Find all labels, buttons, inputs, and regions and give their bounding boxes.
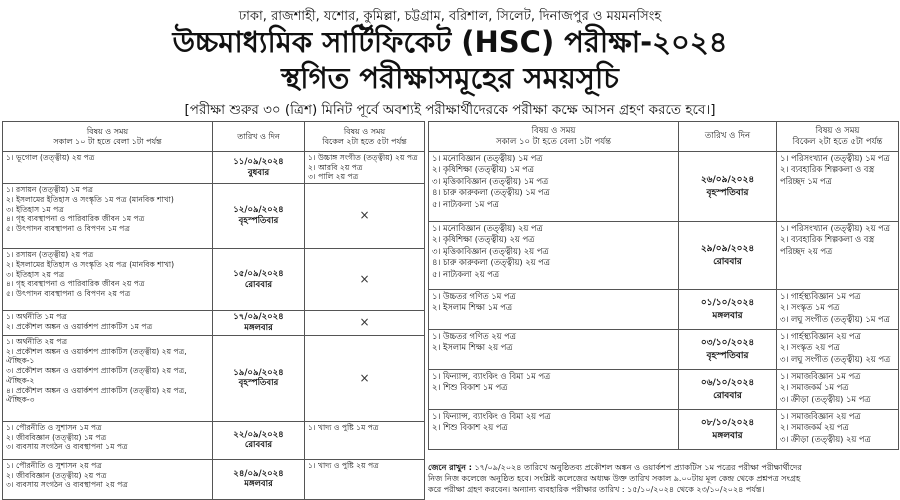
exam-date: ০৬/১০/২০২৪	[700, 378, 755, 389]
exam-date: ২৬/০৯/২০২৪	[700, 175, 755, 186]
date-cell	[679, 410, 777, 450]
date-cell	[679, 152, 777, 222]
subject-item: ১। মনোবিজ্ঞান (তত্ত্বীয়) ২য় পত্র	[432, 223, 543, 233]
morning-subjects-cell	[3, 459, 213, 499]
exam-day: মঙ্গলবার	[712, 310, 743, 321]
morning-subjects-cell	[429, 370, 679, 410]
subject-item: ২। সমাজকর্ম ১ম পত্র	[780, 382, 849, 393]
subject-item: ১। পরিসংখ্যান (তত্ত্বীয়) ২য় পত্র	[780, 223, 890, 233]
subject-item: ২। ব্যবহারিক শিল্পকলা ও বস্ত্র	[780, 234, 875, 245]
subject-item: ১। গার্হস্থ্যবিজ্ঞান ১ম পত্র	[780, 291, 861, 301]
morning-column-header	[429, 122, 679, 152]
schedule-row	[3, 335, 425, 421]
subject-item: ৩। প্রকৌশল অঙ্কন ও ওয়ার্কশপ প্র্যাকটিস (তত্ত্বীয়) ২য় পত্র,	[6, 366, 187, 376]
subject-item: ১। পৌরনীতি ও সুশাসন ১ম পত্র	[6, 422, 102, 432]
date-cell	[213, 152, 305, 184]
subject-item: ৫। উৎপাদন ব্যবস্থাপনা ও বিপণন ২য় পত্র	[6, 289, 131, 299]
subject-item: ১। ফিন্যান্স, ব্যাংকিং ও বিমা ২য় পত্র	[432, 411, 551, 421]
subject-item: ৪। প্রকৌশল অঙ্কন ও ওয়ার্কশপ প্র্যাকটিস (তত্ত্বীয়) ২য় পত্র,	[6, 385, 187, 395]
morning-header-time: সকাল ১০ টা হতে বেলা ১টা পর্যন্ত	[495, 136, 612, 147]
subject-item: ৫। উৎপাদন ব্যবস্থাপনা ও বিপণন ১ম পত্র	[6, 224, 130, 234]
exam-date: ২৪/০৯/২০২৪	[233, 468, 284, 479]
subject-item: ৩। মৃত্তিকাবিজ্ঞান (তত্ত্বীয়) ২য় পত্র	[432, 245, 549, 256]
subject-item: ১। রসায়ন (তত্ত্বীয়) ২য় পত্র	[6, 250, 94, 260]
afternoon-header-time: বিকেল ২টা হতে ৫টা পর্যন্ত	[322, 136, 407, 146]
date-cell	[679, 330, 777, 370]
schedule-row	[3, 152, 425, 184]
date-cell	[213, 311, 305, 336]
date-cell	[679, 370, 777, 410]
boards-line: ঢাকা, রাজশাহী, যশোর, কুমিল্লা, চট্টগ্রাম, বরিশাল, সিলেট, দিনাজপুর ও ময়মনসিংহ	[238, 9, 662, 24]
date-column-header: তারিখ ও দিন	[213, 122, 305, 152]
exam-day: বুধবার	[247, 167, 270, 178]
morning-subjects-cell	[3, 249, 213, 311]
subject-item: ২। কৃষিশিক্ষা (তত্ত্বীয়) ১ম পত্র	[432, 164, 534, 175]
afternoon-subjects-cell	[777, 410, 899, 450]
exam-date: ১৯/০৯/২০২৪	[233, 367, 284, 378]
subject-item: ২। জীববিজ্ঞান (তত্ত্বীয়) ২য় পত্র	[6, 470, 107, 480]
schedule-row	[429, 290, 899, 330]
footnote-line: নিজ নিজ কলেজে অনুষ্ঠিত হবে। সংশ্লিষ্ট কলেজের অধ্যক্ষ উক্ত তারিখ সকাল ৯.০০টায় মূল কেন্দ্র থেকে প্রশ্নপত্র সংগ্রহ	[428, 473, 801, 483]
schedule-row	[429, 222, 899, 290]
no-exam-mark: ×	[359, 208, 370, 223]
morning-subjects-cell	[3, 311, 213, 336]
morning-subjects-cell	[429, 410, 679, 450]
schedule-row	[3, 249, 425, 311]
subject-item: ৩। লঘু সংগীত (তত্ত্বীয়) ২য় পত্র	[780, 353, 891, 364]
subject-item: ২। ইসলাম শিক্ষা ২য় পত্র	[432, 342, 513, 353]
subject-item: ৫। নাট্যকলা ১ম পত্র	[432, 198, 499, 209]
instruction-note: [পরীক্ষা শুরুর ৩০ (ত্রিশ) মিনিট পূর্বে অবশ্যই পরীক্ষার্থীদেরকে পরীক্ষা কক্ষে আসন গ্রহণ করতে হবে।]	[184, 102, 716, 118]
subject-item: ৪। চারু কারুকলা (তত্ত্বীয়) ২য় পত্র	[432, 257, 550, 268]
subject-item: ৩। ব্যবসায় সংগঠন ও ব্যবস্থাপনা ১ম পত্র	[6, 442, 128, 452]
subject-item: ২। সমাজকর্ম ২য় পত্র	[780, 422, 849, 433]
subject-item: ঐচ্ছিক-৩	[6, 395, 35, 405]
afternoon-subjects-cell	[305, 459, 425, 499]
no-exam-mark: ×	[359, 271, 370, 286]
date-cell	[679, 290, 777, 330]
page-subtitle: স্থগিত পরীক্ষাসমূহের সময়সূচি	[281, 61, 619, 95]
subject-item: ৩। লঘু সংগীত (তত্ত্বীয়) ১ম পত্র	[780, 313, 890, 324]
subject-item: ১। ফিন্যান্স, ব্যাংকিং ও বিমা ১ম পত্র	[432, 371, 551, 381]
schedule-row	[3, 421, 425, 459]
schedule-table-right	[428, 121, 899, 450]
morning-subjects-cell	[3, 421, 213, 459]
morning-subjects-cell	[3, 335, 213, 421]
subject-item: ২। ব্যবহারিক শিল্পকলা ও বস্ত্র	[780, 164, 875, 175]
exam-day: মঙ্গলবার	[244, 479, 273, 490]
afternoon-header-title: বিষয় ও সময়	[343, 126, 386, 136]
subject-item: ১। সমাজবিজ্ঞান ১ম পত্র	[780, 371, 861, 381]
schedule-row	[3, 184, 425, 249]
exam-day: মঙ্গলবার	[712, 430, 743, 441]
afternoon-column-header	[305, 122, 425, 152]
exam-day: বৃহস্পতিবার	[238, 378, 279, 389]
date-cell	[679, 222, 777, 290]
subject-item: ৩। ইতিহাস ২য় পত্র	[6, 269, 65, 279]
date-cell	[213, 335, 305, 421]
morning-subjects-cell	[429, 222, 679, 290]
afternoon-subjects-cell	[777, 222, 899, 290]
exam-day: মঙ্গলবার	[244, 323, 273, 334]
subject-item: পরিচ্ছদ ১ম পত্র	[780, 175, 832, 186]
afternoon-subjects-cell	[777, 152, 899, 222]
morning-header-title: বিষয় ও সময়	[86, 126, 129, 136]
subject-item: ঐচ্ছিক-২	[6, 375, 35, 385]
subject-item: ৫। নাট্যকলা ২য় পত্র	[432, 268, 499, 279]
subject-item: ৪। চারু কারুকলা (তত্ত্বীয়) ১ম পত্র	[432, 187, 550, 198]
schedule-row	[429, 370, 899, 410]
subject-item: ২। প্রকৌশল অঙ্কন ও ওয়ার্কশপ প্র্যাকটিস ১ম পত্র	[6, 321, 153, 331]
subject-item: ১। সমাজবিজ্ঞান ২য় পত্র	[780, 411, 861, 421]
exam-date: ০৮/১০/২০২৪	[700, 418, 755, 429]
subject-item: ১। উচ্চতর গণিত ২য় পত্র	[432, 331, 516, 341]
exam-day: বৃহস্পতিবার	[238, 216, 279, 227]
footnote	[428, 463, 898, 495]
subject-item: ১। খাদ্য ও পুষ্টি ২য় পত্র	[308, 460, 379, 470]
subject-item: ২। সংস্কৃত ২য় পত্র	[780, 342, 840, 353]
footnote-label: জেনে রাখুন :	[428, 463, 472, 472]
afternoon-column-header	[777, 122, 899, 152]
morning-subjects-cell	[3, 184, 213, 249]
no-exam-cell	[305, 311, 425, 336]
morning-header-time: সকাল ১০ টা হতে বেলা ১টা পর্যন্ত	[53, 136, 162, 146]
subject-item: ২। ইসলামের ইতিহাস ও সংস্কৃতি ১ম পত্র (মানবিক শাখা)	[6, 194, 174, 204]
morning-subjects-cell	[429, 152, 679, 222]
exam-date: ১৭/০৯/২০২৪	[233, 312, 284, 323]
exam-day: রোববার	[244, 279, 273, 290]
subject-item: ৪। গৃহ ব্যবস্থাপনা ও পারিবারিক জীবন ২য় পত্র	[6, 279, 145, 289]
subject-item: ৩। ব্যবসায় সংগঠন ও ব্যবস্থাপনা ২য় পত্র	[6, 480, 128, 490]
subject-item: ৩। মৃত্তিকাবিজ্ঞান (তত্ত্বীয়) ১ম পত্র	[432, 175, 549, 186]
date-cell	[213, 249, 305, 311]
exam-day: বৃহস্পতিবার	[706, 350, 749, 361]
subject-item: ২। কৃষিশিক্ষা (তত্ত্বীয়) ২য় পত্র	[432, 234, 535, 245]
subject-item: ১। অর্থনীতি ২য় পত্র	[6, 336, 68, 346]
subject-item: ২। ইসলাম শিক্ষা ১ম পত্র	[432, 302, 513, 313]
exam-date: ১১/০৯/২০২৪	[233, 156, 284, 167]
afternoon-subjects-cell	[777, 330, 899, 370]
morning-header-title: বিষয় ও সময়	[531, 125, 576, 136]
subject-item: ১। ভূগোল (তত্ত্বীয়) ২য় পত্র	[6, 153, 95, 162]
schedule-row	[429, 410, 899, 450]
exam-date: ২৯/০৯/২০২৪	[700, 244, 755, 255]
afternoon-subjects-cell	[777, 290, 899, 330]
subject-item: ১। রসায়ন (তত্ত্বীয়) ১ম পত্র	[6, 185, 93, 195]
schedule-table-left	[2, 121, 425, 500]
exam-day: বৃহস্পতিবার	[706, 187, 749, 198]
morning-column-header	[3, 122, 213, 152]
no-exam-mark: ×	[359, 315, 370, 330]
exam-date: ১২/০৯/২০২৪	[233, 205, 284, 216]
subject-item: ২। ইসলামের ইতিহাস ও সংস্কৃতি ২য় পত্র (মানবিক শাখা)	[6, 259, 175, 269]
subject-item: ৩। পালি ২য় পত্র	[308, 172, 359, 182]
subject-item: ১। গার্হস্থ্যবিজ্ঞান ২য় পত্র	[780, 331, 861, 341]
subject-item: ১। উচ্চতর গণিত ১ম পত্র	[432, 291, 516, 301]
no-exam-cell	[305, 184, 425, 249]
subject-item: ৩। ক্রীড়া (তত্ত্বীয়) ২য় পত্র	[780, 433, 871, 444]
subject-item: পরিচ্ছদ ২য় পত্র	[780, 245, 833, 256]
afternoon-subjects-cell	[777, 370, 899, 410]
subject-item: ২। শিশু বিকাশ ২য় পত্র	[432, 422, 508, 433]
footnote-line: করে পরীক্ষা গ্রহণ করবেন। অন্যান্য ব্যবহারিক পরীক্ষার তারিখ : ১৫/১০/২০২৪ থেকে ২৩/১০/২০২৪ পর্যন্ত।	[428, 484, 765, 494]
afternoon-subjects-cell	[305, 152, 425, 184]
subject-item: ১। উচ্চাঙ্গ সংগীত (তত্ত্বীয়) ২য় পত্র	[308, 153, 418, 162]
no-exam-cell	[305, 335, 425, 421]
footnote-line: ১৭/০৯/২০২৪ তারিখে অনুষ্ঠিতব্য প্রকৌশল অঙ্কন ও ওয়ার্কশপ প্র্যাকটিস ১ম পত্রের পরীক্ষা পরীক্ষার্থীদের	[474, 463, 802, 472]
subject-item: ১। খাদ্য ও পুষ্টি ১ম পত্র	[308, 422, 379, 432]
subject-item: ২। সংস্কৃত ১ম পত্র	[780, 302, 840, 313]
date-cell	[213, 184, 305, 249]
subject-item: ২। শিশু বিকাশ ১ম পত্র	[432, 382, 508, 393]
afternoon-subjects-cell	[305, 421, 425, 459]
subject-item: ১। মনোবিজ্ঞান (তত্ত্বীয়) ১ম পত্র	[432, 153, 543, 163]
subject-item: ২। আরবি ২য় পত্র	[308, 162, 363, 172]
exam-day: রোববার	[713, 390, 742, 401]
date-cell	[213, 459, 305, 499]
subject-item: ৩। ইতিহাস ১ম পত্র	[6, 204, 64, 214]
date-cell	[213, 421, 305, 459]
subject-item: ঐচ্ছিক-১	[6, 356, 35, 366]
subject-item: ৩। ক্রীড়া (তত্ত্বীয়) ১ম পত্র	[780, 393, 871, 404]
subject-item: ৪। গৃহ ব্যবস্থাপনা ও পারিবারিক জীবন ১ম পত্র	[6, 214, 145, 224]
subject-item: ১। অর্থনীতি ১ম পত্র	[6, 312, 67, 322]
no-exam-cell	[305, 249, 425, 311]
schedule-row	[3, 311, 425, 336]
morning-subjects-cell	[429, 290, 679, 330]
afternoon-header-title: বিষয় ও সময়	[815, 125, 860, 136]
schedule-row	[3, 459, 425, 499]
exam-date: ১৫/০৯/২০২৪	[233, 268, 284, 279]
schedule-row	[429, 330, 899, 370]
exam-date: ০১/১০/২০২৪	[700, 298, 755, 309]
subject-item: ১। পরিসংখ্যান (তত্ত্বীয়) ১ম পত্র	[780, 153, 890, 163]
afternoon-header-time: বিকেল ২টা হতে ৫টা পর্যন্ত	[792, 136, 883, 147]
exam-day: রোববার	[713, 256, 742, 267]
page-title: উচ্চমাধ্যমিক সার্টিফিকেট (HSC) পরীক্ষা-২০২৪	[172, 25, 728, 59]
schedule-row	[429, 152, 899, 222]
exam-day: রোববার	[244, 440, 273, 451]
date-column-header: তারিখ ও দিন	[679, 122, 777, 152]
subject-item: ১। পৌরনীতি ও সুশাসন ২য় পত্র	[6, 460, 102, 470]
subject-item: ২। জীববিজ্ঞান (তত্ত্বীয়) ১ম পত্র	[6, 432, 107, 442]
subject-item: ২। প্রকৌশল অঙ্কন ও ওয়ার্কশপ প্র্যাকটিস (তত্ত্বীয়) ২য় পত্র,	[6, 346, 187, 356]
exam-date: ০৩/১০/২০২৪	[700, 338, 755, 349]
exam-date: ২২/০৯/২০২৪	[233, 429, 284, 440]
no-exam-mark: ×	[359, 370, 370, 385]
morning-subjects-cell	[429, 330, 679, 370]
morning-subjects-cell	[3, 152, 213, 184]
